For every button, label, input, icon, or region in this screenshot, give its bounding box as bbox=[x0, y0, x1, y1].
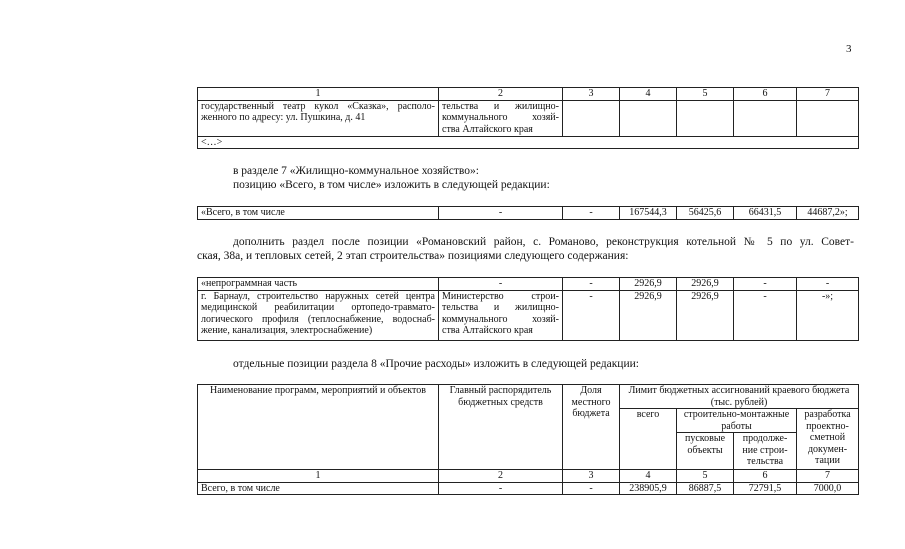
col-number: 7 bbox=[797, 88, 859, 101]
table-new-positions bbox=[197, 277, 859, 341]
header-ongoing: продолже-ние строи-тельства bbox=[734, 433, 797, 470]
table-row bbox=[198, 100, 859, 136]
header-design: разработка проектно-сметной докумен-тации bbox=[797, 409, 859, 470]
object-name-cell bbox=[198, 290, 439, 340]
text-line: женного по адресу: ул. Пушкина, д. 41 bbox=[201, 112, 366, 123]
empty-cell bbox=[734, 100, 797, 136]
value-cell: 66431,5 bbox=[734, 207, 797, 220]
value-cell: 44687,2»; bbox=[797, 207, 859, 220]
value-cell: - bbox=[563, 482, 620, 495]
table-row bbox=[198, 136, 859, 149]
col-number: 6 bbox=[734, 88, 797, 101]
ellipsis-cell: <…> bbox=[198, 136, 859, 149]
col-number: 2 bbox=[439, 470, 563, 483]
empty-cell bbox=[797, 100, 859, 136]
add-paragraph-line1: дополнить раздел после позиции «Романовский район, с. Романово, реконструкция котельной № 5 по ул. Совет- bbox=[233, 236, 854, 248]
text-line: г. Барнаул, строительство наружных сетей центра bbox=[201, 290, 435, 302]
table-row bbox=[198, 290, 859, 340]
section8-line: отдельные позиции раздела 8 «Прочие расходы» изложить в следующей редакции: bbox=[233, 358, 639, 370]
table-other-expenses bbox=[197, 384, 859, 495]
col-number: 5 bbox=[677, 88, 734, 101]
col-number: 5 bbox=[677, 470, 734, 483]
value-cell: 2926,9 bbox=[620, 290, 677, 340]
empty-cell bbox=[620, 100, 677, 136]
col-number: 2 bbox=[439, 88, 563, 101]
text-line: государственный театр кукол «Сказка», располо- bbox=[201, 100, 435, 112]
text-line: ства Алтайского края bbox=[442, 325, 533, 336]
text-line: коммунального хозяй- bbox=[442, 112, 559, 123]
value-cell: - bbox=[563, 290, 620, 340]
value-cell: - bbox=[439, 278, 563, 291]
add-paragraph-line2: ская, 38а, и тепловых сетей, 2 этап строительства» позициями следующего содержания: bbox=[197, 250, 629, 262]
value-cell: 238905,9 bbox=[620, 482, 677, 495]
value-cell: 2926,9 bbox=[677, 290, 734, 340]
table-row bbox=[198, 278, 859, 291]
value-cell: - bbox=[734, 278, 797, 291]
row-label: «непрограммная часть bbox=[198, 278, 439, 291]
value-cell: 7000,0 bbox=[797, 482, 859, 495]
value-cell: 2926,9 bbox=[677, 278, 734, 291]
value-cell: - bbox=[797, 278, 859, 291]
value-cell: -»; bbox=[797, 290, 859, 340]
table-row bbox=[198, 482, 859, 495]
empty-cell bbox=[563, 100, 620, 136]
value-cell: 167544,3 bbox=[620, 207, 677, 220]
text-line: логического профиля (теплоснабжение, водоснаб- bbox=[201, 313, 435, 325]
administrator-cell bbox=[439, 290, 563, 340]
text-line: тельства и жилищно- bbox=[442, 302, 559, 313]
text-line: жение, канализация, электроснабжение) bbox=[201, 325, 373, 336]
header-local-share: Доля местного бюджета bbox=[563, 385, 620, 470]
section7-line2: позицию «Всего, в том числе» изложить в следующей редакции: bbox=[233, 179, 550, 191]
table-row bbox=[198, 207, 859, 220]
header-construction: строительно-монтажные работы bbox=[677, 409, 797, 433]
value-cell: - bbox=[734, 290, 797, 340]
section7-line1: в разделе 7 «Жилищно-коммунальное хозяйство»: bbox=[233, 165, 479, 177]
value-cell: 86887,5 bbox=[677, 482, 734, 495]
header-total: всего bbox=[620, 409, 677, 470]
table-housing-total bbox=[197, 206, 859, 220]
table-housing-fragment bbox=[197, 87, 859, 149]
col-number: 7 bbox=[797, 470, 859, 483]
text-line: тельства и жилищно- bbox=[442, 100, 559, 112]
col-number: 3 bbox=[563, 470, 620, 483]
table-header-row bbox=[198, 385, 859, 409]
header-name: Наименование программ, мероприятий и объектов bbox=[198, 385, 439, 470]
header-limit: Лимит бюджетных ассигнований краевого бюджета (тыс. рублей) bbox=[620, 385, 859, 409]
row-label: Всего, в том числе bbox=[198, 482, 439, 495]
value-cell: - bbox=[439, 482, 563, 495]
header-administrator: Главный распорядитель бюджетных средств bbox=[439, 385, 563, 470]
col-number: 1 bbox=[198, 88, 439, 101]
col-number: 3 bbox=[563, 88, 620, 101]
text-line: ства Алтайского края bbox=[442, 123, 533, 135]
row-label: «Всего, в том числе bbox=[198, 207, 439, 220]
value-cell: - bbox=[563, 278, 620, 291]
text-line: медицинской реабилитации ортопедо-травмато- bbox=[201, 302, 435, 313]
col-number: 6 bbox=[734, 470, 797, 483]
col-number: 4 bbox=[620, 470, 677, 483]
object-name-cell bbox=[198, 100, 439, 136]
value-cell: 2926,9 bbox=[620, 278, 677, 291]
header-launch: пусковые объекты bbox=[677, 433, 734, 470]
table-header-row bbox=[198, 88, 859, 101]
administrator-cell bbox=[439, 100, 563, 136]
value-cell: - bbox=[439, 207, 563, 220]
col-number: 1 bbox=[198, 470, 439, 483]
value-cell: - bbox=[563, 207, 620, 220]
empty-cell bbox=[677, 100, 734, 136]
text-line: коммунального хозяй- bbox=[442, 313, 559, 325]
table-number-row bbox=[198, 470, 859, 483]
page-number: 3 bbox=[846, 43, 852, 55]
value-cell: 56425,6 bbox=[677, 207, 734, 220]
text-line: Министерство строи- bbox=[442, 290, 559, 302]
value-cell: 72791,5 bbox=[734, 482, 797, 495]
col-number: 4 bbox=[620, 88, 677, 101]
